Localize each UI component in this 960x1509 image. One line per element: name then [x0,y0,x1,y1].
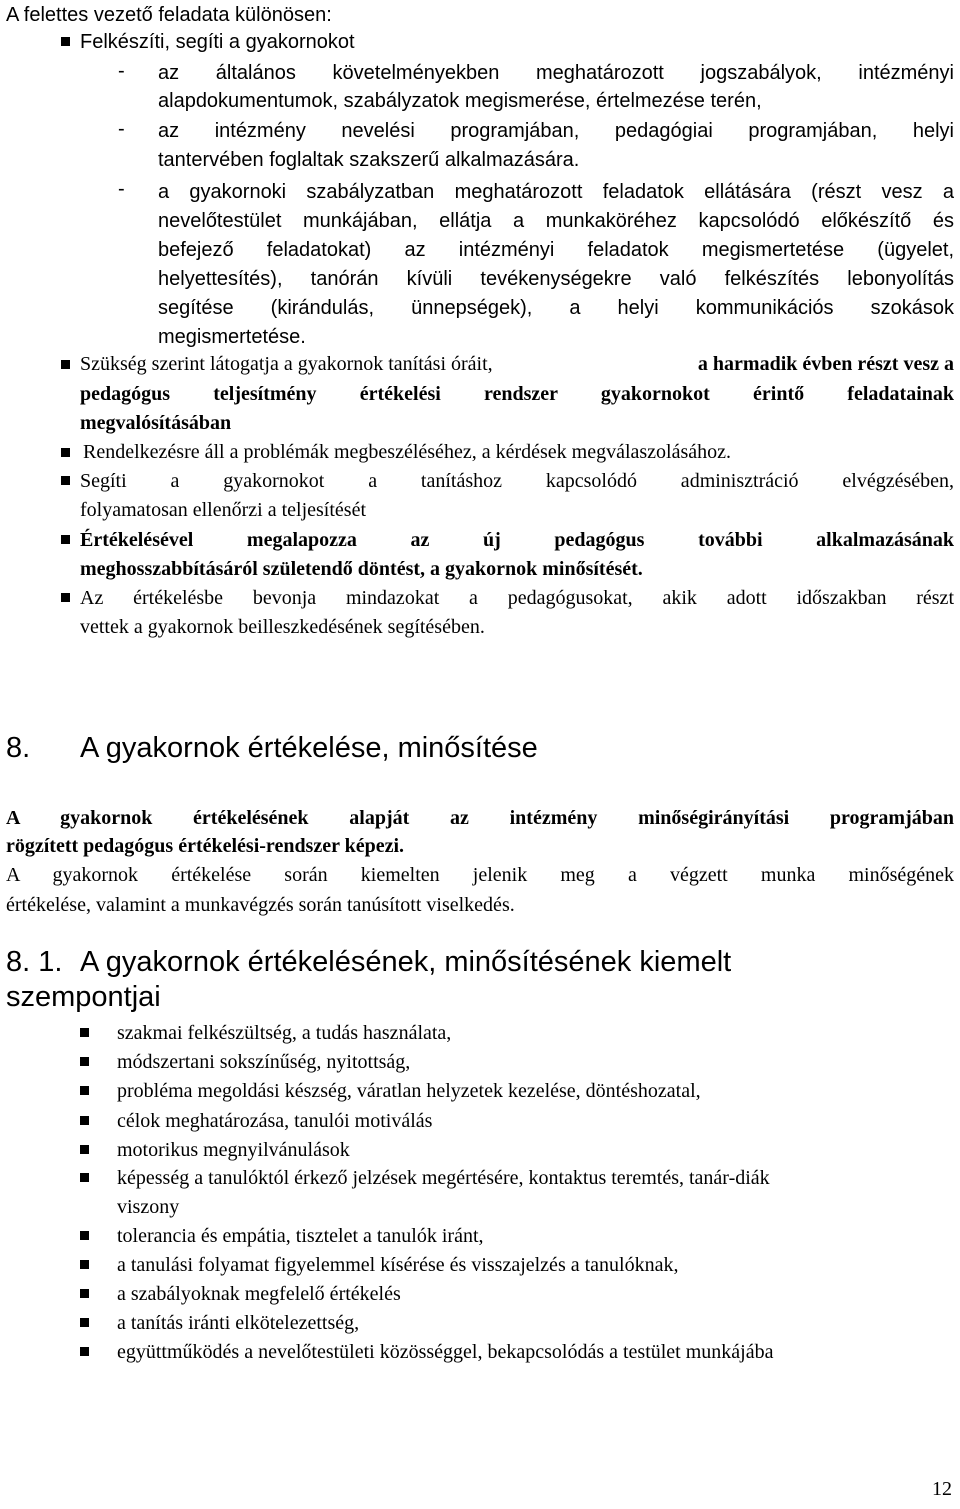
dash-2-line-2: tantervében foglaltak szakszerű alkalmazására. [158,149,580,171]
criteria-item: szakmai felkészültség, a tudás használata, [117,1022,452,1044]
bullet-square-icon [80,1173,89,1182]
dash-icon: - [118,118,125,140]
bullet-2-line-1 [80,353,954,375]
dash-icon: - [118,178,125,200]
dash-1-line-2: alapdokumentumok, szabályzatok megismerése, értelmezése terén, [158,90,762,112]
bullet-2-line-2: pedagógus teljesítmény értékelési rendszer gyakornokot érintő feladatainak [80,383,954,405]
criteria-item: együttműködés a nevelőtestületi közösséggel, bekapcsolódás a testület munkájába [117,1341,774,1363]
bullet-square-icon [61,37,70,46]
intro-text: A felettes vezető feladata különösen: [6,4,332,26]
section-8-number: 8. [6,732,31,764]
bullet-2-line-1-bold: a harmadik évben részt vesz a [697,353,954,375]
section-8-1-title-line-2: szempontjai [6,981,161,1013]
dash-3-line-3: befejező feladatokat) az intézményi feladatok megismertetése (ügyelet, [158,239,954,261]
bullet-square-icon [80,1347,89,1356]
criteria-item: a tanítás iránti elkötelezettség, [117,1312,360,1334]
bullet-5-line-1: Értékelésével megalapozza az új pedagógus további alkalmazásának [80,529,954,551]
bullet-square-icon [61,535,70,544]
criteria-item: viszony [117,1196,180,1218]
dash-3-line-2: nevelőtestület munkájában, ellátja a munkaköréhez kapcsolódó előkészítő és [158,210,954,232]
criteria-item: a szabályoknak megfelelő értékelés [117,1283,401,1305]
dash-3-line-4: helyettesítés), tanórán kívüli tevékenységekre való felkészítés lebonyolítás [158,268,954,290]
dash-1-line-1: az általános követelményekben meghatározott jogszabályok, intézményi [158,62,954,84]
bullet-square-icon [80,1318,89,1327]
bullet-6-line-1: Az értékelésbe bevonja mindazokat a pedagógusokat, akik adott időszakban részt [80,587,954,609]
criteria-item: tolerancia és empátia, tisztelet a tanulók iránt, [117,1225,484,1247]
bullet-6-line-2: vettek a gyakornok beilleszkedésének segítésében. [80,616,485,638]
bullet-square-icon [80,1289,89,1298]
bullet-square-icon [80,1057,89,1066]
criteria-item: motorikus megnyilvánulások [117,1139,350,1161]
dash-3-line-5: segítése (kirándulás, ünnepségek), a helyi kommunikációs szokások [158,297,954,319]
bullet-4-line-2: folyamatosan ellenőrzi a teljesítését [80,499,366,521]
criteria-item: módszertani sokszínűség, nyitottság, [117,1051,411,1073]
bullet-square-icon [80,1028,89,1037]
bullet-square-icon [80,1260,89,1269]
section-8-p2-line-1: A gyakornok értékelése során kiemelten jelenik meg a végzett munka minőségének [6,864,954,886]
bullet-3-text: Rendelkezésre áll a problémák megbeszéléséhez, a kérdések megválaszolásához. [83,441,732,463]
bullet-5-line-2: meghosszabbításáról születendő döntést, a gyakornok minősítését. [80,558,643,580]
bullet-square-icon [61,360,70,369]
criteria-item: a tanulási folyamat figyelemmel kísérése és visszajelzés a tanulóknak, [117,1254,679,1276]
bullet-square-icon [61,448,70,457]
bullet-square-icon [61,476,70,485]
section-8-p1-line-2: rögzített pedagógus értékelési-rendszer képezi. [6,835,405,857]
dash-icon: - [118,60,125,82]
bullet-2-line-1-plain: Szükség szerint látogatja a gyakornok tanítási óráit, [80,353,493,375]
dash-3-line-6: megismertetése. [158,326,306,348]
criteria-item: célok meghatározása, tanulói motiválás [117,1110,433,1132]
bullet-1-text: Felkészíti, segíti a gyakornokot [80,31,355,53]
bullet-2-line-3: megvalósításában [80,412,232,434]
bullet-square-icon [80,1145,89,1154]
dash-3-line-1: a gyakornoki szabályzatban meghatározott feladatok ellátására (részt vesz a [158,181,954,203]
section-8-1-title-line-1: A gyakornok értékelésének, minősítésének kiemelt [80,946,732,978]
criteria-item: probléma megoldási készség, váratlan helyzetek kezelése, döntéshozatal, [117,1080,701,1102]
bullet-square-icon [61,593,70,602]
section-8-p1-line-1: A gyakornok értékelésének alapját az intézmény minőségirányítási programjában [6,807,954,829]
bullet-square-icon [80,1116,89,1125]
section-8-1-number: 8. 1. [6,946,63,978]
bullet-square-icon [80,1231,89,1240]
section-8-title: A gyakornok értékelése, minősítése [80,732,538,764]
bullet-4-line-1: Segíti a gyakornokot a tanításhoz kapcsolódó adminisztráció elvégzésében, [80,470,954,492]
dash-2-line-1: az intézmény nevelési programjában, pedagógiai programjában, helyi [158,120,954,142]
section-8-p2-line-2: értékelése, valamint a munkavégzés során tanúsított viselkedés. [6,894,515,916]
criteria-item: képesség a tanulóktól érkező jelzések megértésére, kontaktus teremtés, tanár-diák [117,1167,770,1189]
bullet-square-icon [80,1086,89,1095]
page-number: 12 [932,1478,952,1500]
